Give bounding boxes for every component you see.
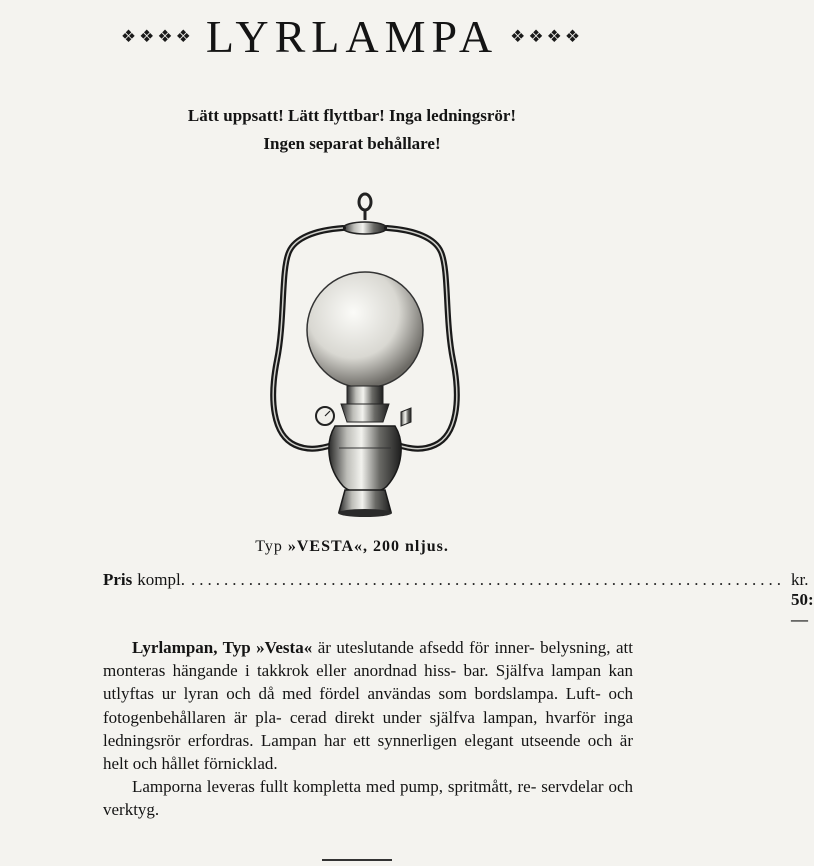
lamp-base	[339, 490, 391, 512]
burner-gallery	[341, 404, 389, 422]
price-label: Pris	[103, 570, 133, 589]
price-leader-dots: ........................................................................	[190, 570, 785, 589]
tagline-1: Lätt uppsatt! Lätt flyttbar! Inga ledningsrör!	[187, 106, 517, 125]
description-lead: Lyrlampan, Typ »Vesta«	[132, 638, 313, 657]
caption-power: 200 nljus.	[373, 538, 449, 555]
description-paragraph-2: Lamporna leveras fullt kompletta med pump, spritmått, re- servdelar och verktyg.	[103, 777, 633, 820]
description	[103, 636, 633, 822]
globe-shade	[307, 272, 423, 388]
valve-handle	[401, 408, 411, 426]
caption-model: »VESTA«,	[287, 538, 369, 555]
description-paragraph-1	[103, 636, 633, 775]
price-amount	[791, 570, 814, 630]
fuel-tank	[329, 426, 401, 493]
ornament-right: ❖❖❖❖	[510, 26, 584, 46]
burner-collar	[347, 386, 383, 404]
lamp-illustration	[255, 190, 475, 525]
page-title: LYRLAMPA	[205, 11, 499, 62]
description-body: är uteslutande afsedd för inner- belysning, att monteras hängande i takkrok eller anordnad hiss- bar. Själfva lampan kan utlyftas ur lyran och då med fördel användas som bordslampa. Luft- och fotogenbehållaren är pla- cerad direkt under själfva lampan, hvarför inga ledningsrör erfordras. Lampan har ett synnerligen elegant utseende och är helt och hållet förnicklad.	[103, 638, 633, 774]
title-row	[0, 10, 704, 63]
ornament-left: ❖❖❖❖	[120, 26, 194, 46]
bottom-rule	[322, 859, 392, 861]
model-caption	[0, 538, 704, 556]
tagline-2: Ingen separat behållare!	[263, 134, 441, 153]
caption-prefix: Typ	[255, 538, 283, 555]
price-currency: kr.	[790, 570, 809, 589]
price-detail: kompl.	[137, 570, 185, 589]
price-line	[103, 570, 814, 630]
top-cap	[343, 222, 387, 234]
price-value: 50:—	[790, 590, 814, 629]
hook-ring	[359, 194, 371, 210]
